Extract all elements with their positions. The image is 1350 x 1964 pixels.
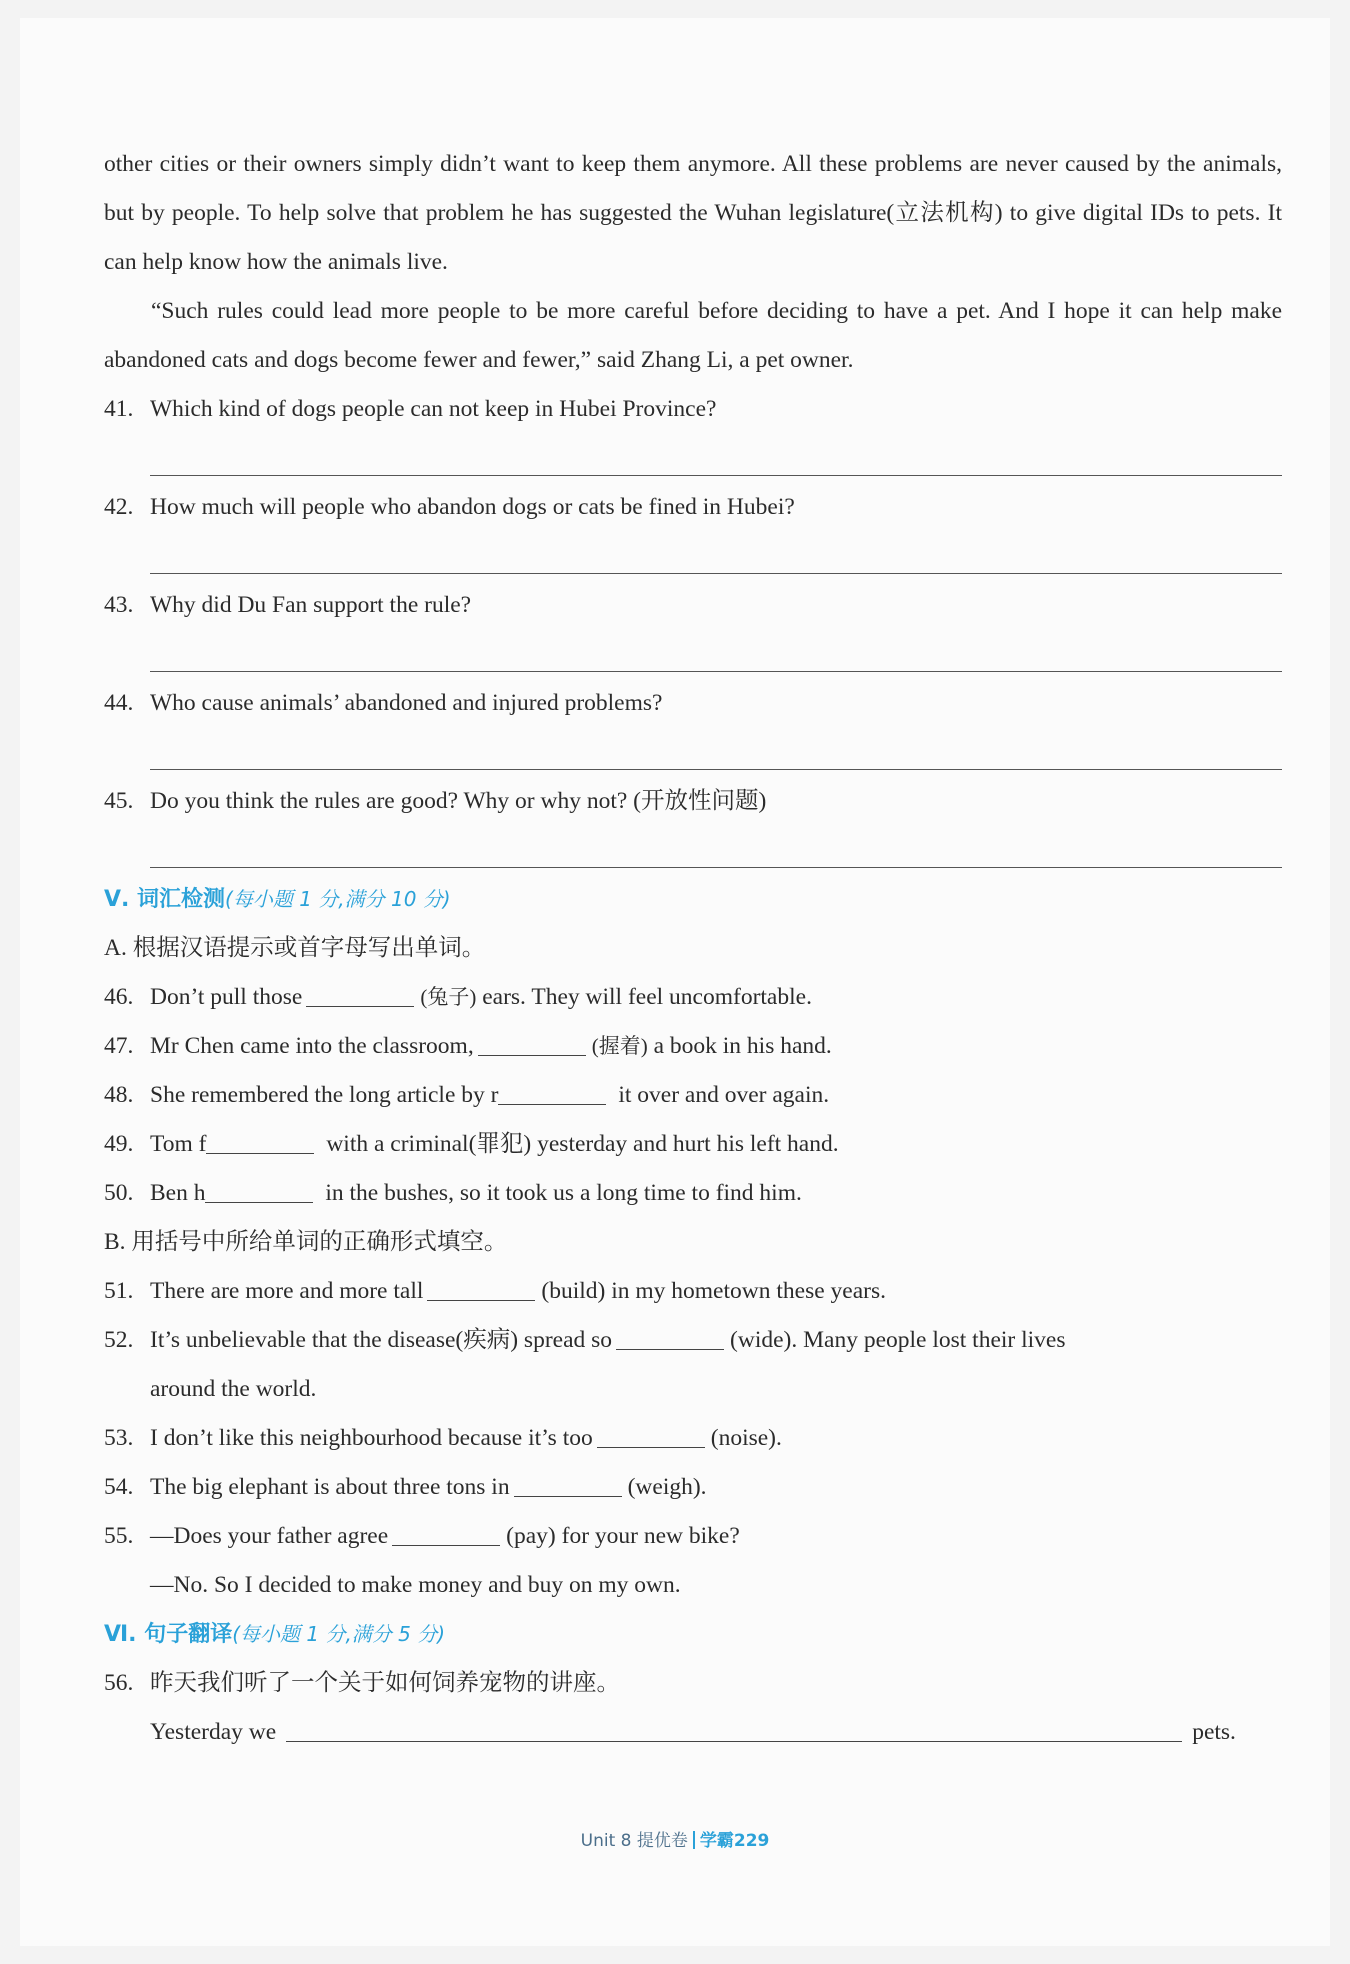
chinese-hint: (兔子) — [420, 985, 477, 1009]
question-45 — [104, 777, 1282, 875]
question-56 — [104, 1659, 1282, 1708]
question-54 — [104, 1463, 1282, 1512]
section-5-heading — [104, 875, 1282, 924]
question-text: Ben h — [150, 1180, 206, 1206]
question-text: She remembered the long article by r — [150, 1082, 499, 1108]
passage-paragraph-2: “Such rules could lead more people to be more careful before deciding to have a pet. And I hope it can help make abandoned cats and dogs become fewer and fewer,” said Zhang Li, a pet owner. — [104, 298, 1282, 373]
chinese-hint: (握着) — [591, 1034, 648, 1058]
question-text: It’s unbelievable that the disease(疾病) spread so — [150, 1327, 613, 1353]
word-hint: (build) — [541, 1278, 606, 1304]
question-number: 52. — [104, 1327, 134, 1353]
question-55-reply: —No. So I decided to make money and buy on my own. — [150, 1572, 681, 1598]
answer-line[interactable] — [150, 475, 1282, 476]
section-6-heading — [104, 1610, 1282, 1659]
answer-line[interactable] — [150, 867, 1282, 868]
question-number: 46. — [104, 984, 134, 1010]
question-number: 42. — [104, 494, 134, 520]
word-hint: (weigh). — [627, 1474, 707, 1500]
word-hint: (pay) — [506, 1523, 556, 1549]
question-text-end: with a criminal(罪犯) yesterday and hurt his left hand. — [326, 1131, 839, 1157]
translation-blank[interactable] — [286, 1717, 1182, 1742]
translation-end: pets. — [1192, 1719, 1236, 1745]
question-text: Why did Du Fan support the rule? — [150, 592, 472, 618]
page-footer — [20, 1826, 1330, 1851]
question-text-end: Many people lost their lives — [803, 1327, 1066, 1353]
part-b-instruction: B. 用括号中所给单词的正确形式填空。 — [104, 1229, 508, 1255]
fill-blank[interactable] — [616, 1325, 724, 1350]
question-42 — [104, 483, 1282, 581]
question-text-end: in my hometown these years. — [611, 1278, 886, 1304]
question-text: How much will people who abandon dogs or cats be fined in Hubei? — [150, 494, 795, 520]
question-text-end: it over and over again. — [618, 1082, 830, 1108]
question-51 — [104, 1267, 1282, 1316]
fill-blank[interactable] — [205, 1178, 313, 1203]
footer-brand: 学霸 — [699, 1831, 734, 1851]
fill-blank[interactable] — [392, 1521, 500, 1546]
question-number: 51. — [104, 1278, 134, 1304]
answer-line[interactable] — [150, 573, 1282, 574]
fill-blank[interactable] — [478, 1031, 586, 1056]
answer-line[interactable] — [150, 671, 1282, 672]
question-55 — [104, 1512, 1282, 1561]
question-number: 47. — [104, 1033, 134, 1059]
question-text: Which kind of dogs people can not keep in Hubei Province? — [150, 396, 717, 422]
question-text: The big elephant is about three tons in — [150, 1474, 510, 1500]
question-52-continuation: around the world. — [150, 1376, 317, 1402]
question-47 — [104, 1022, 1282, 1071]
page-content — [104, 140, 1282, 1757]
translation-start: Yesterday we — [150, 1719, 277, 1745]
fill-blank[interactable] — [498, 1080, 606, 1105]
question-number: 50. — [104, 1180, 134, 1206]
fill-blank[interactable] — [206, 1129, 314, 1154]
question-number: 55. — [104, 1523, 134, 1549]
question-43 — [104, 581, 1282, 679]
question-48 — [104, 1071, 1282, 1120]
question-number: 54. — [104, 1474, 134, 1500]
fill-blank[interactable] — [427, 1276, 535, 1301]
question-text-end: a book in his hand. — [653, 1033, 832, 1059]
question-50 — [104, 1169, 1282, 1218]
question-text: Who cause animals’ abandoned and injured problems? — [150, 690, 663, 716]
footer-unit: Unit 8 提优卷 — [580, 1831, 688, 1851]
question-text: Tom f — [150, 1131, 207, 1157]
question-52 — [104, 1316, 1282, 1365]
translation-answer-row — [104, 1708, 1282, 1757]
section-score: (每小题 1 分,满分 10 分) — [225, 887, 451, 911]
question-number: 49. — [104, 1131, 134, 1157]
worksheet-page — [20, 18, 1330, 1946]
question-number: 43. — [104, 592, 134, 618]
question-number: 41. — [104, 396, 134, 422]
question-text-end: for your new bike? — [561, 1523, 740, 1549]
question-number: 44. — [104, 690, 134, 716]
question-text: There are more and more tall — [150, 1278, 424, 1304]
question-49 — [104, 1120, 1282, 1169]
question-text: I don’t like this neighbourhood because it’s too — [150, 1425, 593, 1451]
part-a-instruction: A. 根据汉语提示或首字母写出单词。 — [104, 935, 486, 961]
question-text: —Does your father agree — [150, 1523, 389, 1549]
answer-line[interactable] — [150, 769, 1282, 770]
word-hint: (noise). — [710, 1425, 782, 1451]
page-number: 229 — [733, 1831, 770, 1851]
section-score: (每小题 1 分,满分 5 分) — [232, 1622, 446, 1646]
passage-paragraph-1: other cities or their owners simply didn’t want to keep them anymore. All these problems are never caused by the animals, but by people. To help solve that problem he has suggested the Wuhan legislature(立法机构) to give digital IDs to pets. It can help know how the animals live. — [104, 151, 1282, 275]
question-text: Don’t pull those — [150, 984, 303, 1010]
fill-blank[interactable] — [306, 982, 414, 1007]
word-hint: (wide). — [730, 1327, 798, 1353]
question-number: 48. — [104, 1082, 134, 1108]
footer-divider — [693, 1831, 695, 1849]
question-text-end: in the bushes, so it took us a long time to find him. — [325, 1180, 802, 1206]
question-text: Do you think the rules are good? Why or why not? (开放性问题) — [150, 788, 767, 814]
question-number: 53. — [104, 1425, 134, 1451]
question-53 — [104, 1414, 1282, 1463]
chinese-sentence: 昨天我们听了一个关于如何饲养宠物的讲座。 — [150, 1670, 620, 1696]
question-46 — [104, 973, 1282, 1022]
question-41 — [104, 385, 1282, 483]
question-text-end: ears. They will feel uncomfortable. — [482, 984, 812, 1010]
question-number: 56. — [104, 1670, 134, 1696]
fill-blank[interactable] — [514, 1472, 622, 1497]
question-number: 45. — [104, 788, 134, 814]
question-text: Mr Chen came into the classroom, — [150, 1033, 474, 1059]
section-title: Ⅵ. 句子翻译 — [104, 1622, 233, 1647]
fill-blank[interactable] — [597, 1423, 705, 1448]
section-title: Ⅴ. 词汇检测 — [104, 887, 226, 912]
question-44 — [104, 679, 1282, 777]
